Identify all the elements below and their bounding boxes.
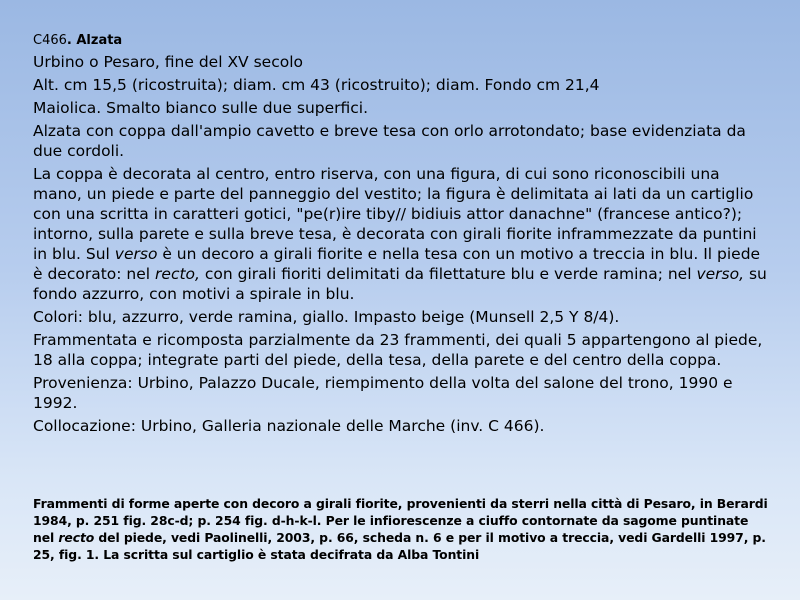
decoration-text-4: su fondo azzurro, con motivi a spirale in blu.	[33, 265, 767, 303]
condition-paragraph: Frammentata e ricomposta parzialmente da 23 frammenti, dei quali 5 appartengono al piede, 18 alla coppa; integrate parti del piede, della tesa, della parete e del centro della coppa.	[33, 331, 763, 369]
form-paragraph: Alzata con coppa dall'ampio cavetto e breve tesa con orlo arrotondato; base evidenziata da due cordoli.	[33, 122, 746, 160]
decoration-text-2: è un decoro a girali fiorite e nella tesa con un motivo a treccia in blu. Il piede è decorato: nel	[33, 245, 761, 283]
entry-separator: .	[66, 33, 77, 48]
decoration-text-1: La coppa è decorata al centro, entro riserva, con una figura, di cui sono riconoscibili una mano, un piede e parte del panneggio del vestito; la figura è delimitata ai lati da un cartiglio con una scritta in caratteri gotici, "pe(r)ire tiby// bidiuis attor danachne" (francese antico?); intorno, sulla parete e sulla breve tesa, è decorata con girali fiorite inframmezzate da puntini in blu. Sul	[33, 165, 757, 263]
catalog-entry	[33, 32, 773, 439]
entry-code: C466	[33, 33, 67, 48]
decoration-emphasis-verso-2: verso,	[696, 265, 745, 283]
entry-header	[33, 32, 773, 50]
origin-line: Urbino o Pesaro, fine del XV secolo	[33, 53, 303, 71]
decoration-emphasis-verso: verso	[114, 245, 158, 263]
material-line: Maiolica. Smalto bianco sulle due superfici.	[33, 99, 369, 117]
decoration-text-3: con girali fioriti delimitati da filettature blu e verde ramina; nel	[199, 265, 697, 283]
decoration-emphasis-recto: recto,	[155, 265, 200, 283]
colors-line: Colori: blu, azzurro, verde ramina, giallo. Impasto beige (Munsell 2,5 Y 8/4).	[33, 308, 620, 326]
footnote-text-1: Frammenti di forme aperte con decoro a girali fiorite, provenienti da sterri nella città di Pesaro, in Berardi 1984, p. 251 fig. 28c-d; p. 254 fig. d-h-k-l. Per le infiorescenze a ciuffo contornate da sagome puntinate nel	[33, 496, 768, 545]
footnote-emphasis-recto: recto	[58, 530, 95, 545]
footnote	[33, 495, 768, 563]
decoration-paragraph	[33, 164, 773, 304]
footnote-text-2: del piede, vedi Paolinelli, 2003, p. 66, scheda n. 6 e per il motivo a treccia, vedi Gardelli 1997, p. 25, fig. 1. La scritta sul cartiglio è stata decifrata da Alba Tontini	[33, 530, 766, 562]
location-line: Collocazione: Urbino, Galleria nazionale delle Marche (inv. C 466).	[33, 417, 545, 435]
entry-title: Alzata	[76, 33, 123, 48]
provenance-paragraph: Provenienza: Urbino, Palazzo Ducale, riempimento della volta del salone del trono, 1990 e 1992.	[33, 374, 733, 412]
dimensions-line: Alt. cm 15,5 (ricostruita); diam. cm 43 (ricostruito); diam. Fondo cm 21,4	[33, 76, 600, 94]
